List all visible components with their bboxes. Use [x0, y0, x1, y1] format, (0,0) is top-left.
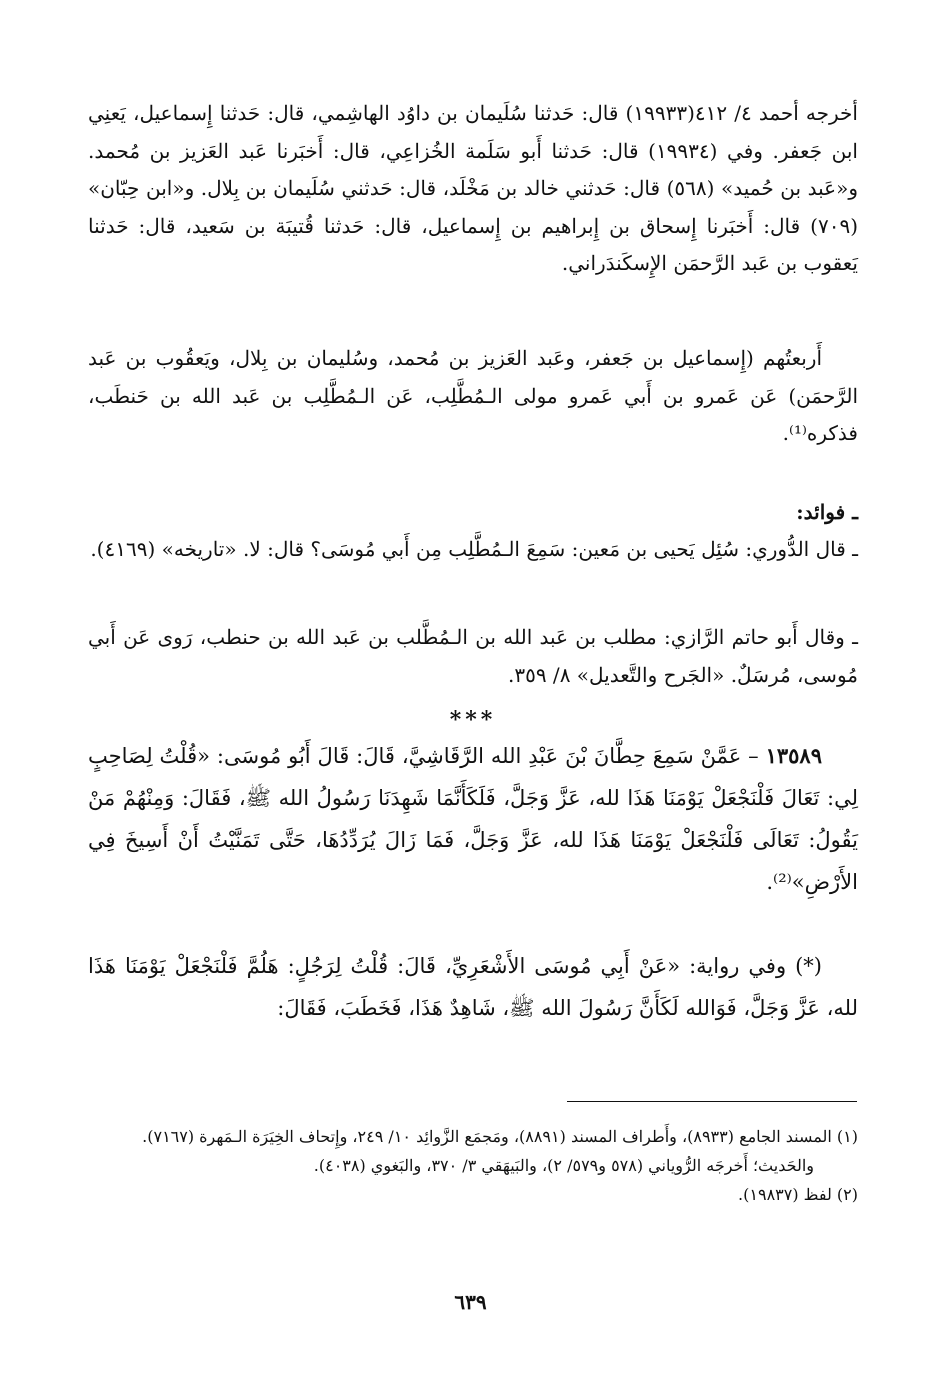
hadith-intro: – عَمَّنْ سَمِعَ حِطَّانَ بْنَ عَبْدِ الله الرَّقَاشِيَّ، قَالَ: قَالَ أَبُو مُوسَى:: [216, 744, 766, 768]
takhrij-paragraph: أخرجه أحمد ٤/ ٤١٢(١٩٩٣٣) قال: حَدثنا سُلَيمان بن داوُد الهاشِمي، قال: حَدثنا إِسماعيل، يَعنِي ابن جَعفر. وفي (١٩٩٣٤) قال: حَدثنا أَبو سَلَمة الخُزاعِي، قال: أَخبَرنا عَبد العَزيز بن مُحمد. و«عَبد بن حُميد» (٥٦٨) قال: حَدثني خالد بن مَخْلَد، قال: حَدثني سُلَيمان بن بِلال. و«ابن حِبّان» (٧٠٩) قال: أَخبَرنا إِسحاق بن إِبراهيم بن إِسماعيل، قال: حَدثنا قُتيبَة بن سَعيد، قال: حَدثنا يَعقوب بن عَبد الرَّحمَن الإِسكَندَراني.: [88, 101, 858, 275]
fawaid-item-abu-hatim: ـ وقال أَبو حاتم الرَّازي: مطلب بن عَبد الله بن الـمُطَّلب بن عَبد الله بن حنطب، رَوى عَن أَبي مُوسى، مُرسَلٌ. «الجَرح والتَّعديل» ٨/ ٣٥٩.: [88, 625, 858, 687]
page-number: ٦٣٩: [454, 1290, 487, 1314]
footnote-2: (٢) لفظ (١٩٨٣٧).: [738, 1185, 858, 1204]
hadith-variant: (*) وفي رواية: «عَنْ أَبِي مُوسَى الأَشْعَرِيِّ، قَالَ: قُلْتُ لِرَجُلٍ: هَلُمَّ فَلْنَجْعَلْ يَوْمَنَا هَذَا لله، عَزَّ وَجَلَّ، فَوَالله لَكَأَنَّ رَسُولَ الله ﷺ، شَاهِدٌ هَذَا، فَخَطَبَ، فَقَالَ:: [88, 954, 858, 1020]
footnotes: [88, 1122, 858, 1209]
footnote-divider: [567, 1101, 857, 1102]
section-separator: ***: [449, 707, 497, 733]
footnote-1-continuation: والحَديث؛ أَخرجَه الرُّوياني (٥٧٨ و٥٧٩/ ٢)، والبَيهَقي ٣/ ٣٧٠، والبَغوي (٤٠٣٨).: [313, 1156, 814, 1175]
hadith-text: «قُلْتُ لِصَاحِبٍ لِي: تَعَالَ فَلْنَجْعَلْ يَوْمَنَا هَذَا لله، عَزَّ وَجَلَّ، فَلَكَأَنَّمَا شَهِدَنَا رَسُولُ الله ﷺ، فَقَالَ: وَمِنْهُمْ مَنْ يَقُولُ: تَعَالَى فَلْنَجْعَلْ يَوْمَنَا هَذَا لله، عَزَّ وَجَلَّ، فَمَا زَالَ يُرَدِّدُهَا، حَتَّى تَمَنَّيْتُ أَنْ أَسِيخَ فِي الأَرْضِ»⁽²⁾.: [88, 744, 858, 894]
fawaid-item-duri: ـ قال الدُّوري: سُئِل يَحيى بن مَعين: سَمِعَ الـمُطَّلِب مِن أَبي مُوسَى؟ قال: لا. «تاريخه» (٤١٦٩).: [90, 537, 858, 561]
takhrij-summary: أَربعتُهم (إِسماعيل بن جَعفر، وعَبد العَزيز بن مُحمد، وسُليمان بن بِلال، ويَعقُوب بن عَبد الرَّحمَن) عَن عَمرو بن أَبي عَمرو مولى الـمُطَّلِب، عَن الـمُطَّلِب بن عَبد الله بن حَنطَب، فذكره⁽¹⁾.: [88, 346, 858, 445]
page-body: [88, 95, 858, 1041]
hadith-number: ١٣٥٨٩: [765, 743, 822, 768]
fawaid-heading: ـ فوائد:: [796, 500, 858, 524]
footnote-1: (١) المسند الجامع (٨٩٣٣)، وأَطراف المسند (٨٨٩١)، ومَجمَع الزَّوائِد ١٠/ ٢٤٩، وإِتحاف الخِيَرَة الـمَهرة (٧١٦٧).: [142, 1127, 858, 1146]
hadith-block: [88, 735, 858, 945]
